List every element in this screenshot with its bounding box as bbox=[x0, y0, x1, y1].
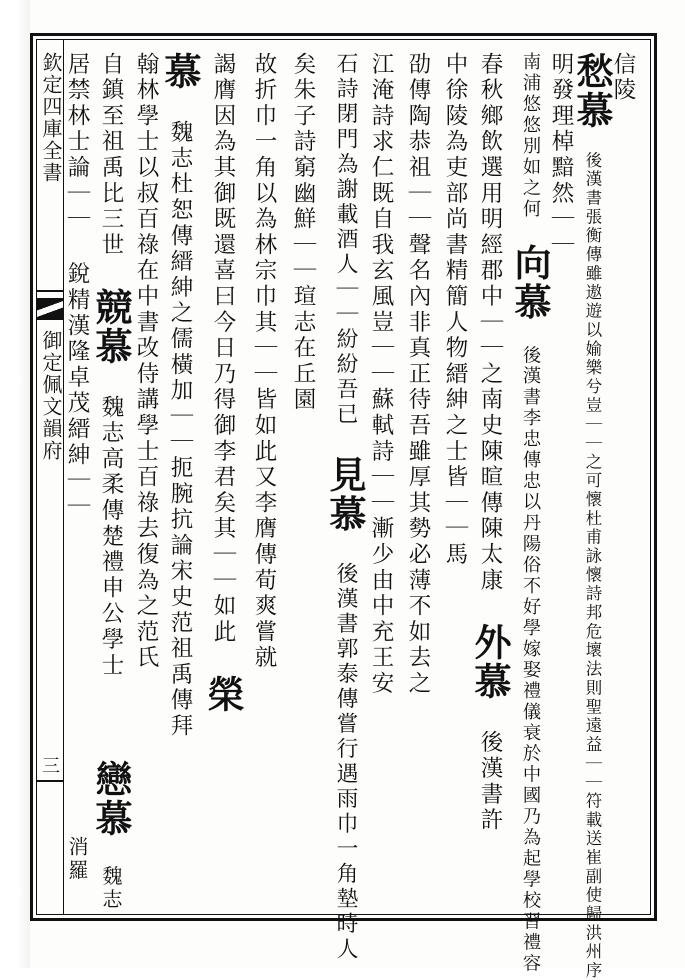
text-column bbox=[403, 52, 433, 697]
headword: 戀慕 bbox=[89, 760, 133, 838]
text-column bbox=[249, 52, 279, 671]
text-column bbox=[468, 52, 512, 834]
column-text: 後漢書李忠傳忠以丹陽俗不好學嫁娶禮儀衰於中國乃為起學校習禮容 bbox=[520, 345, 541, 975]
column-text: 明發理棹黯然｜｜ bbox=[548, 52, 574, 259]
margin-rule-bottom bbox=[36, 780, 64, 782]
headword: 外慕 bbox=[468, 623, 512, 702]
headword: 向慕 bbox=[508, 243, 552, 322]
text-column bbox=[89, 760, 133, 912]
column-text: 翰林學士以叔百祿在中書改侍講學士百祿去復為之范氏 bbox=[133, 52, 159, 672]
column-text: 春秋鄉飲選用明經郡中｜｜之南史陳暄傳陳太康 bbox=[477, 52, 503, 594]
column-text: 矣朱子詩窮幽鮮｜｜瑄志在丘園 bbox=[290, 52, 316, 414]
column-text: 江淹詩求仁既自我玄風豈｜｜蘇軾詩｜｜漸少由中充王安 bbox=[368, 52, 394, 697]
text-column bbox=[89, 52, 133, 679]
margin-collection-title: 欽定四庫全書 bbox=[39, 52, 63, 184]
headword: 見慕 bbox=[323, 455, 367, 534]
text-column bbox=[62, 836, 92, 883]
text-column bbox=[288, 52, 318, 413]
column-text: 故折巾一角以為林宗巾其｜｜皆如此又李膺傳荀爽嘗就 bbox=[251, 52, 277, 672]
margin-rule-top bbox=[36, 290, 64, 292]
text-column bbox=[546, 52, 576, 258]
column-text: 消羅 bbox=[65, 836, 89, 883]
column-text: 謁膺因為其御既還喜曰今日乃得御李君矣其｜｜如此 bbox=[210, 52, 236, 646]
text-column bbox=[323, 52, 367, 963]
headword: 慕 bbox=[158, 52, 202, 91]
column-text: 石詩閉門為謝載酒人｜｜紛紛吾已 bbox=[333, 52, 358, 428]
text-column bbox=[62, 52, 92, 520]
column-text: 銳精漢隆卓茂縉紳｜｜ bbox=[64, 261, 90, 520]
text-column bbox=[131, 52, 161, 671]
fish-tail-mark bbox=[36, 298, 64, 320]
column-text: 後漢書張衡傳雖遨遊以媮樂兮豈｜｜之可懷杜甫詠懷詩邦危壞法則聖遠益｜｜符載送崔副使歸洪州序 bbox=[583, 151, 602, 980]
column-text: 南浦悠悠別如之何 bbox=[520, 52, 541, 220]
column-text: 魏志 bbox=[99, 865, 123, 912]
column-text: 居禁林士論｜｜ bbox=[64, 52, 90, 233]
headword: 競慕 bbox=[89, 287, 133, 366]
text-column bbox=[440, 52, 470, 568]
text-column bbox=[366, 52, 396, 697]
headword: 榮 bbox=[201, 674, 245, 714]
headword: 愁慕 bbox=[570, 52, 614, 130]
column-text: 後漢書郭泰傳嘗行遇雨巾一角墊時人 bbox=[333, 561, 358, 963]
column-text: 魏志杜恕傳縉紳之儒橫加｜｜扼腕抗論宋史范祖禹傳拜 bbox=[167, 120, 193, 740]
column-text: 自鎮至祖禹比三世 bbox=[98, 52, 124, 259]
margin-book-title: 御定佩文韻府 bbox=[39, 330, 63, 462]
column-text: 魏志高柔傳楚禮申公學士 bbox=[98, 395, 124, 679]
text-column bbox=[201, 52, 245, 714]
margin-page-number: 三 bbox=[42, 756, 60, 777]
column-text: 信陵 bbox=[610, 52, 636, 104]
text-column bbox=[508, 52, 552, 975]
column-text: 後漢書許 bbox=[477, 730, 503, 834]
column-text: 中徐陵為吏部尚書精簡人物縉紳之士皆｜｜馬 bbox=[442, 52, 468, 568]
scan-edge bbox=[0, 0, 30, 968]
column-text: 劭傳陶恭祖｜｜聲名內非真正待吾雖厚其勢必薄不如去之 bbox=[405, 52, 431, 697]
text-column bbox=[158, 52, 202, 740]
text-column bbox=[570, 52, 614, 980]
